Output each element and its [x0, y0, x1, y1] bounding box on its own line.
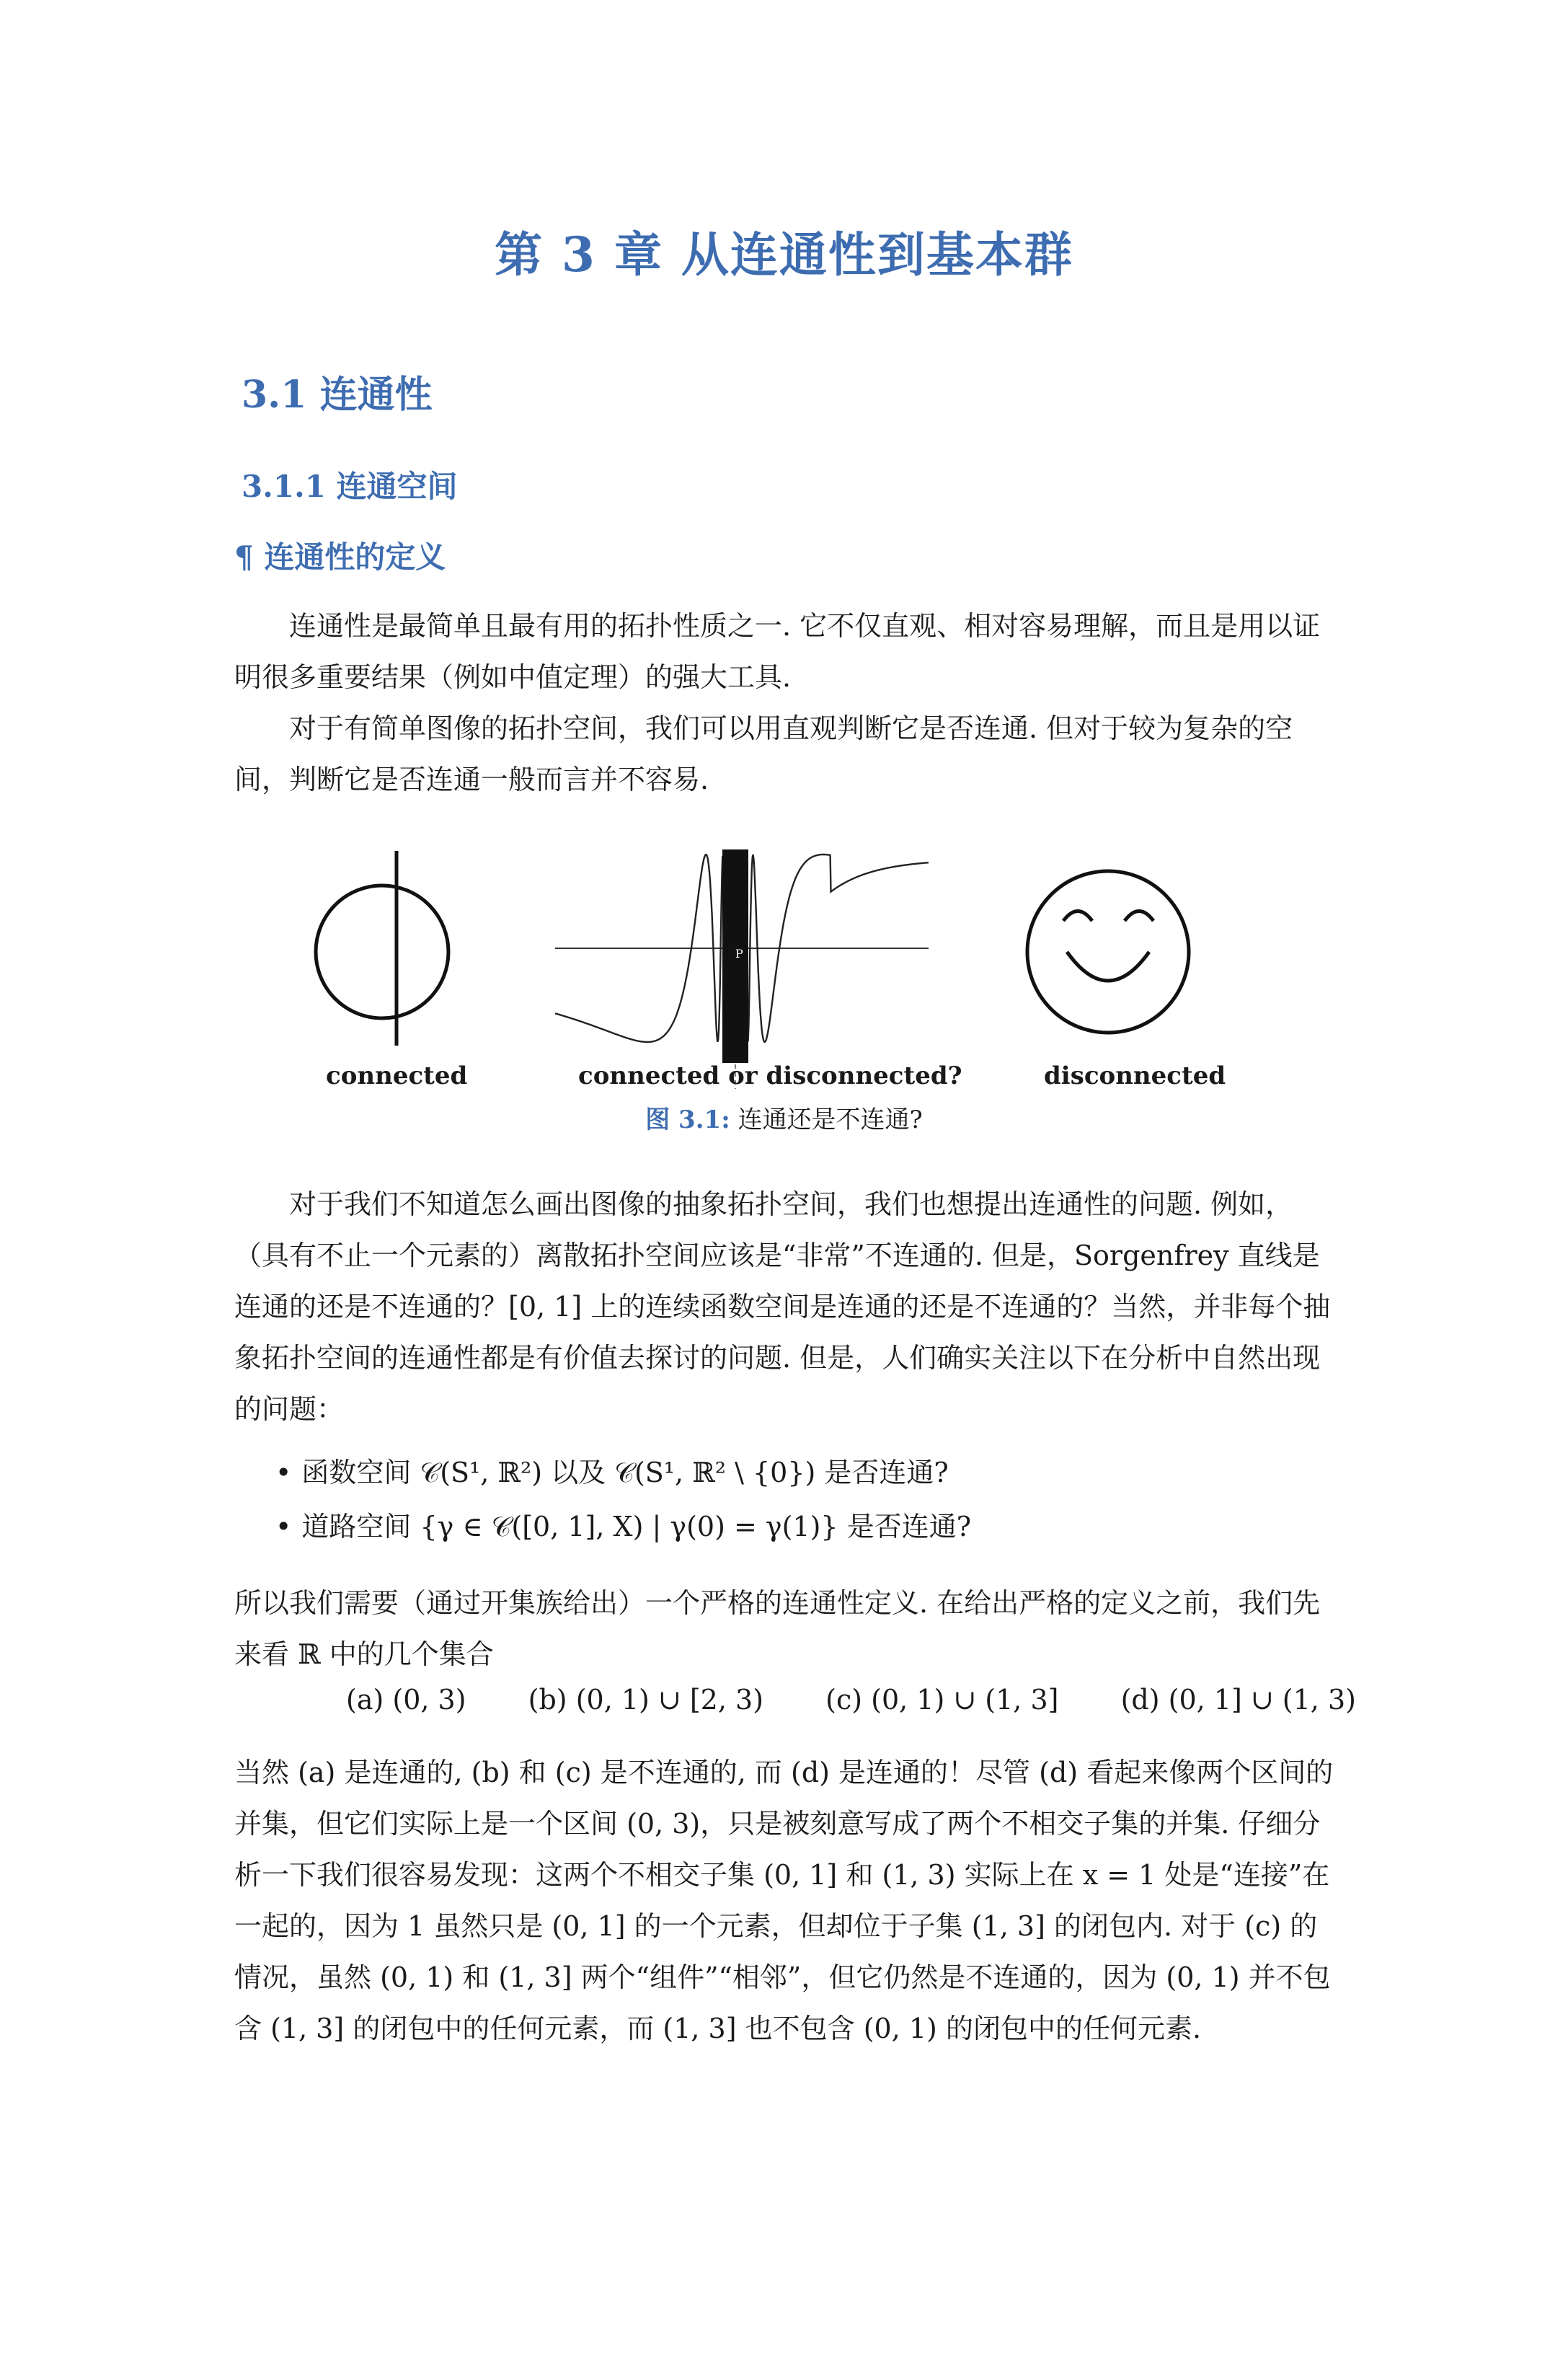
label-connected-or-disconnected: connected or disconnected? [578, 1061, 962, 1090]
left-eye [1063, 911, 1092, 922]
figure-caption-text: 连通还是不连通? [738, 1105, 923, 1134]
label-connected: connected [326, 1061, 468, 1090]
paragraph-heading: ¶ 连通性的定义 [234, 539, 446, 575]
list-item: • 函数空间 𝒞(S¹, ℝ²) 以及 𝒞(S¹, ℝ² \ {0}) 是否连通? [303, 1446, 971, 1500]
set-a: (a) (0, 3) [346, 1684, 466, 1716]
point-label: P [735, 947, 743, 961]
section-title: 3.1 连通性 [242, 373, 433, 417]
question-list [303, 1446, 971, 1554]
face-outline [1027, 871, 1189, 1033]
paragraph-definition-motivation: 所以我们需要（通过开集族给出）一个严格的连通性定义. 在给出严格的定义之前，我们先来看 ℝ 中的几个集合 [234, 1587, 1321, 1670]
set-d: (d) (0, 1] ∪ (1, 3) [1120, 1684, 1356, 1716]
paragraph-simple-spaces: 对于有简单图像的拓扑空间，我们可以用直观判断它是否连通. 但对于较为复杂的空间，判断它是否连通一般而言并不容易. [234, 712, 1293, 795]
example-sets [346, 1684, 1409, 1716]
label-disconnected: disconnected [1044, 1061, 1226, 1090]
figure-caption-number: 图 3.1: [645, 1105, 730, 1134]
paragraph-intro: 连通性是最简单且最有用的拓扑性质之一. 它不仅直观、相对容易理解，而且是用以证明很多重要结果（例如中值定理）的强大工具. [234, 610, 1321, 693]
smile-mouth [1067, 952, 1149, 981]
right-eye [1125, 911, 1153, 922]
set-c: (c) (0, 1) ∪ (1, 3] [825, 1684, 1059, 1716]
subsection-title: 3.1.1 连通空间 [242, 469, 458, 504]
set-b: (b) (0, 1) ∪ [2, 3) [528, 1684, 764, 1716]
paragraph-abstract-spaces: 对于我们不知道怎么画出图像的抽象拓扑空间，我们也想提出连通性的问题. 例如，（具有不止一个元素的）离散拓扑空间应该是“非常”不连通的. 但是，Sorgenfrey 直线是连通的还是不连通的？[0, 1] 上的连续函数空间是连通的还是不连通的？当然，并非每个抽象拓扑空间的连通性都是有价值去探讨的问题. 但是，人们确实关注以下在分析中自然出现的问题： [234, 1188, 1331, 1425]
disconnected-figure [1027, 871, 1189, 1033]
connected-figure [316, 851, 448, 1046]
circle-shape [316, 886, 448, 1018]
list-item: • 道路空间 {γ ∈ 𝒞([0, 1], X) | γ(0) = γ(1)} 是否连通? [303, 1500, 971, 1554]
sine-curve-figure [555, 849, 929, 1089]
figure-caption [0, 1100, 1568, 1135]
paragraph-analysis: 当然 (a) 是连通的, (b) 和 (c) 是不连通的, 而 (d) 是连通的！尽管 (d) 看起来像两个区间的并集，但它们实际上是一个区间 (0, 3)，只是被刻意写成了两个不相交子集的并集. 仔细分析一下我们很容易发现：这两个不相交子集 (0, 1] 和 (1, 3) 实际上在 x = 1 处是“连接”在一起的，因为 1 虽然只是 (0, 1] 的一个元素，但却位于子集 (1, 3] 的闭包内. 对于 (c) 的情况，虽然 (0, 1) 和 (1, 3] 两个“组件”“相邻”，但它仍然是不连通的，因为 (0, 1) 并不包含 (1, 3] 的闭包中的任何元素，而 (1, 3] 也不包含 (0, 1) 的闭包中的任何元素. [234, 1757, 1334, 2044]
chapter-title: 第 3 章 从连通性到基本群 [495, 226, 1073, 283]
